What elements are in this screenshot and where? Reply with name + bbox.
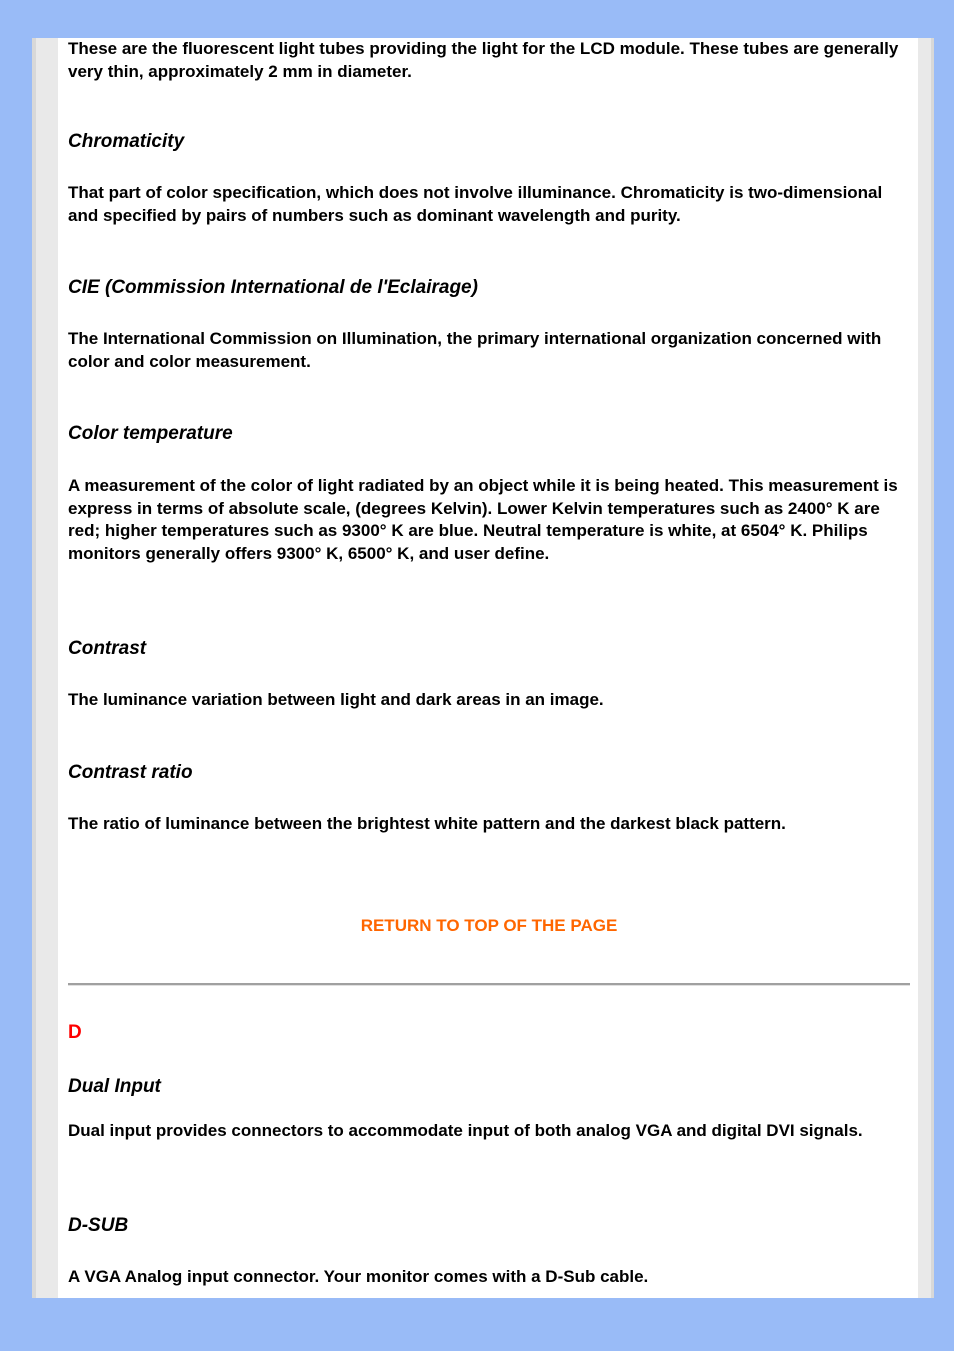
term-cie: CIE (Commission International de l'Eclairage) xyxy=(68,277,478,298)
section-divider xyxy=(68,983,910,986)
definition-color-temperature: A measurement of the color of light radiated by an object while it is being heated. This measurement is express in terms of absolute scale, (degrees Kelvin). Lower Kelvin temperatures such as 2400° K are red; higher temperatures such as 9300° K are blue. Neutral temperature is white, at 6504° K. Philips monitors generally offers 9300° K, 6500° K, and user define. xyxy=(68,476,898,563)
definition-cie: The International Commission on Illumination, the primary international organization concerned with color and color measurement. xyxy=(68,329,882,371)
definition-chromaticity: That part of color specification, which does not involve illuminance. Chromaticity is two-dimensional and specified by pairs of numbers such as dominant wavelength and purity. xyxy=(68,183,883,225)
term-color-temperature: Color temperature xyxy=(68,423,233,444)
section-letter-d: D xyxy=(68,1022,82,1043)
content-panel xyxy=(58,38,918,1298)
definition-dual-input: Dual input provides connectors to accommodate input of both analog VGA and digital DVI signals. xyxy=(68,1121,863,1140)
term-contrast: Contrast xyxy=(68,638,147,659)
definition-contrast-ratio: The ratio of luminance between the brightest white pattern and the darkest black pattern. xyxy=(68,814,786,833)
term-dual-input: Dual Input xyxy=(68,1076,161,1097)
left-gutter xyxy=(32,38,58,1298)
intro-text: These are the fluorescent light tubes providing the light for the LCD module. These tubes are generally very thin, approximately 2 mm in diameter. xyxy=(68,39,899,81)
term-d-sub: D-SUB xyxy=(68,1215,129,1236)
return-to-top-link[interactable]: RETURN TO TOP OF THE PAGE xyxy=(360,916,618,935)
definition-contrast: The luminance variation between light and dark areas in an image. xyxy=(68,690,604,709)
right-gutter xyxy=(918,38,934,1298)
definition-d-sub: A VGA Analog input connector. Your monitor comes with a D-Sub cable. xyxy=(68,1267,649,1286)
term-contrast-ratio: Contrast ratio xyxy=(68,762,193,783)
term-chromaticity: Chromaticity xyxy=(68,131,185,152)
